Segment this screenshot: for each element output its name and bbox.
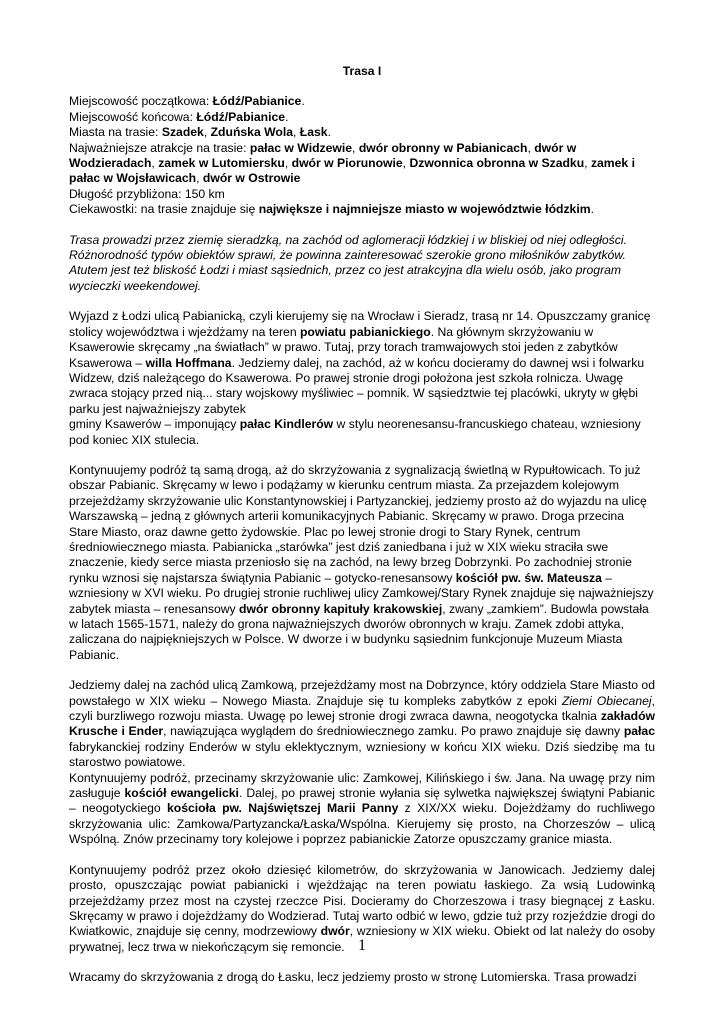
end-location: Miejscowość końcowa: Łódź/Pabianice. [69,109,289,124]
paragraph-ksawerow: Wyjazd z Łodzi ulicą Pabianicką, czyli kierujemy się na Wrocław i Sieradz, trasą nr 14. Opuszczamy granicę stolicy województwa i wjeżdżamy na teren powiatu pabianickiego. Na głównym skrzyżowaniu w Ksawerowie skręcamy „na światłach” w prawo. Tutaj, przy torach tramwajowych stoi jeden z zabytków Ksawerowa – willa Hoffmana. Jedziemy dalej, na zachód, aż w końcu docieramy do dawnej wsi i folwarku Widzew, dziś należącego do Ksawerowa. Po prawej stronie drogi położona jest szkoła rolnicza. Uwagę zwraca stojący przed nią... stary wojskowy myśliwiec – pomnik. W sąsiedztwie tej placówki, ukryty w głębi parku jest najważniejszy zabytek gminy Ksawerów – imponujący pałac Kindlerów w stylu neorenesansu-francuskiego chateau, wzniesiony pod koniec XIX stulecia. [69,309,651,447]
paragraph-pabianice-old-town: Kontynuujemy podróż tą samą drogą, aż do skrzyżowania z sygnalizacją świetlną w Rypułtowicach. To już obszar Pabianic. Skręcamy w lewo i podążamy w kierunku centrum miasta. Za przejazdem kolejowym przejeżdżamy skrzyżowanie ulic Konstantynowskiej i Partyzanckiej, jedziemy prosto aż do wyjazdu na ulicę Warszawską – jedną z głównych arterii komunikacyjnych Pabianic. Skręcamy w prawo. Droga przecina Stare Miasto, oraz dawne getto żydowskie. Plac po lewej stronie drogi to Stary Rynek, centrum średniowiecznego miasta. Pabianicka „starówka” jest dziś zaniedbana i już w XIX wieku straciła swe znaczenie, kiedy serce miasta przeniosło się na zachód, na lewy brzeg Dobrzynki. Po zachodniej stronie rynku wznosi się najstarsza świątynia Pabianic – gotycko-renesansowy kościół pw. św. Mateusza – wzniesiony w XVI wieku. Po drugiej stronie ruchliwej ulicy Zamkowej/Stary Rynek znajduje się najważniejszy zabytek miasta – renesansowy dwór obronny kapituły krakowskiej, zwany „zamkiem”. Budowla powstała w latach 1565-1571, należy do grona najważniejszych dworów obronnych w kraju. Zamek zdobi attyka, zaliczana do najpiękniejszych w Polsce. W dworze i w budynku sąsiednim funkcjonuje Muzeum Miasta Pabianic. [69,462,654,662]
towns-on-route: Miasta na trasie: Szadek, Zduńska Wola, Łask. [69,125,331,140]
route-intro: Trasa prowadzi przez ziemię sieradzką, na zachód od aglomeracji łódzkiej i w bliskiej od niej odległości. Różnorodność typów obiektów sprawi, że powinna zainteresować szerokie grono miłośników zabytków. Atutem jest też bliskość Łodzi i miast sąsiednich, przez co jest atrakcyjna dla wielu osób, jako program wycieczki weekendowej. [69,232,627,293]
route-title: Trasa I [342,64,382,78]
start-location: Miejscowość początkowa: Łódź/Pabianice. [69,94,305,109]
document-content [69,64,655,986]
paragraph-pabianice-new-town: Jedziemy dalej na zachód ulicą Zamkową, przejeżdżamy most na Dobrzynce, który oddziela Stare Miasto od powstałego w XIX wieku – Nowego Miasta. Znajduje się tu kompleks zabytków z epoki Ziemi Obiecanej, czyli burzliwego rozwoju miasta. Uwagę po lewej stronie drogi zwraca dawna, neogotycka tkalnia zakładów Krusche i Ender, nawiązująca wyglądem do średniowiecznego zamku. Po prawo znajduje się dawny pałac fabrykanckiej rodziny Enderów w stylu eklektycznym, wzniesiony w końcu XIX wieku. Dziś siedzibę ma tu starostwo powiatowe. Kontynuujemy podróż, przecinamy skrzyżowanie ulic: Zamkowej, Kilińskiego i św. Jana. Na uwagę przy nim zasługuje kościół ewangelicki. Dalej, po prawej stronie wyłania się sylwetka największej świątyni Pabianic – neogotyckiego kościoła pw. Najświętszej Marii Panny z XIX/XX wieku. Dojeżdżamy do ruchliwego skrzyżowania ulic: Zamkowa/Partyzancka/Łaska/Wspólna. Kierujemy się prosto, na Chorzeszów – ulicą Wspólną. Znów przecinamy tory kolejowe i poprzez pabianickie Zatorze opuszczamy granice miasta. [69,678,655,847]
route-curiosities: Ciekawostki: na trasie znajduje się największe i najmniejsze miasto w województwie łódzkim. [69,202,594,217]
page-number: 1 [358,937,366,954]
main-attractions: Najważniejsze atrakcje na trasie: pałac w Widzewie, dwór obronny w Pabianicach, dwór w Wodzieradach, zamek w Lutomiersku, dwór w Piorunowie, Dzwonnica obronna w Szadku, zamek i pałac w Wojsławicach, dwór w Ostrowie [69,140,635,186]
paragraph-wodzierady: Kontynuujemy podróż przez około dziesięć kilometrów, do skrzyżowania w Janowicach. Jedziemy dalej prosto, opuszczając powiat pabianicki i wjeżdżając na teren powiatu łaskiego. Za wsią Ludowinką przejeżdżamy przez most na czystej rzeczce Pisi. Docieramy do Chorzeszowa i trasy biegnącej z Łasku. Skręcamy w prawo i dojeżdżamy do Wodzierad. Tutaj warto odbić w lewo, gdzie tuż przy rozjeździe drogi do Kwiatkowic, znajduje się cenny, modrzewiowy dwór, wzniesiony w XIX wieku. Obiekt od lat należy do osoby prywatnej, lecz trwa w niekończącym się remoncie. [69,862,655,954]
route-summary [69,94,655,217]
paragraph-lutomiersk: Wracamy do skrzyżowania z drogą do Łasku, lecz jedziemy prosto w stronę Lutomierska. Trasa prowadzi [69,970,637,985]
route-length: Długość przybliżona: 150 km [69,186,225,201]
